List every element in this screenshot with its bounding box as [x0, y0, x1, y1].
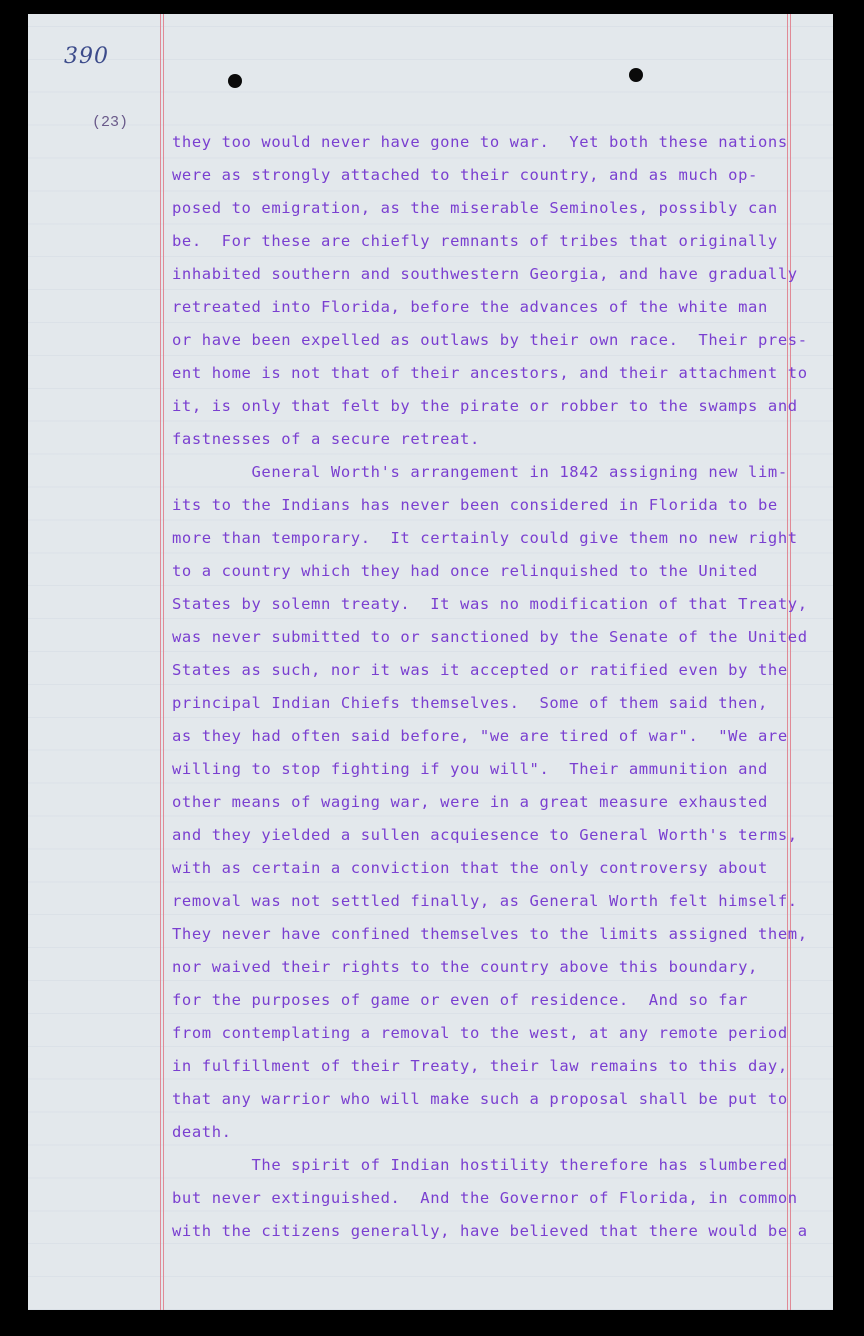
- text-line: it, is only that felt by the pirate or robber to the swamps and: [172, 397, 798, 415]
- page-number: (23): [92, 114, 129, 131]
- text-line: willing to stop fighting if you will". Their ammunition and: [172, 760, 768, 778]
- text-line: inhabited southern and southwestern Georgia, and have gradually: [172, 265, 798, 283]
- text-line: from contemplating a removal to the west, at any remote period: [172, 1024, 788, 1042]
- text-line: and they yielded a sullen acquiesence to General Worth's terms,: [172, 826, 798, 844]
- text-line: they too would never have gone to war. Yet both these nations: [172, 133, 788, 151]
- text-line: States by solemn treaty. It was no modification of that Treaty,: [172, 595, 808, 613]
- text-line: The spirit of Indian hostility therefore has slumbered: [172, 1156, 788, 1174]
- text-line: with as certain a conviction that the only controversy about: [172, 859, 768, 877]
- text-line: with the citizens generally, have believed that there would be a: [172, 1222, 808, 1240]
- left-margin-rule-inner: [163, 14, 164, 1310]
- text-line: States as such, nor it was it accepted or ratified even by the: [172, 661, 788, 679]
- right-margin-rule-outer: [790, 14, 791, 1310]
- text-line: its to the Indians has never been considered in Florida to be: [172, 496, 778, 514]
- text-line: for the purposes of game or even of residence. And so far: [172, 991, 749, 1009]
- text-line: was never submitted to or sanctioned by the Senate of the United: [172, 628, 808, 646]
- text-line: principal Indian Chiefs themselves. Some of them said then,: [172, 694, 768, 712]
- text-line: were as strongly attached to their country, and as much op-: [172, 166, 758, 184]
- text-line: in fulfillment of their Treaty, their law remains to this day,: [172, 1057, 788, 1075]
- text-line: fastnesses of a secure retreat.: [172, 430, 480, 448]
- left-margin-rule: [160, 14, 161, 1310]
- text-line: more than temporary. It certainly could give them no new right: [172, 529, 798, 547]
- punch-hole-left: [228, 74, 242, 88]
- text-line: posed to emigration, as the miserable Seminoles, possibly can: [172, 199, 778, 217]
- text-line: that any warrior who will make such a proposal shall be put to: [172, 1090, 788, 1108]
- text-line: be. For these are chiefly remnants of tribes that originally: [172, 232, 778, 250]
- punch-hole-right: [629, 68, 643, 82]
- handwritten-folio-number: 390: [64, 44, 109, 69]
- text-line: nor waived their rights to the country above this boundary,: [172, 958, 758, 976]
- text-line: as they had often said before, "we are tired of war". "We are: [172, 727, 788, 745]
- text-line: General Worth's arrangement in 1842 assigning new lim-: [172, 463, 788, 481]
- text-line: They never have confined themselves to the limits assigned them,: [172, 925, 808, 943]
- text-line: to a country which they had once relinquished to the United: [172, 562, 758, 580]
- text-line: but never extinguished. And the Governor of Florida, in common: [172, 1189, 798, 1207]
- text-line: death.: [172, 1123, 232, 1141]
- text-line: retreated into Florida, before the advances of the white man: [172, 298, 768, 316]
- text-line: or have been expelled as outlaws by their own race. Their pres-: [172, 331, 808, 349]
- text-line: other means of waging war, were in a great measure exhausted: [172, 793, 768, 811]
- text-line: ent home is not that of their ancestors, and their attachment to: [172, 364, 808, 382]
- text-line: removal was not settled finally, as General Worth felt himself.: [172, 892, 798, 910]
- document-page: [28, 14, 833, 1310]
